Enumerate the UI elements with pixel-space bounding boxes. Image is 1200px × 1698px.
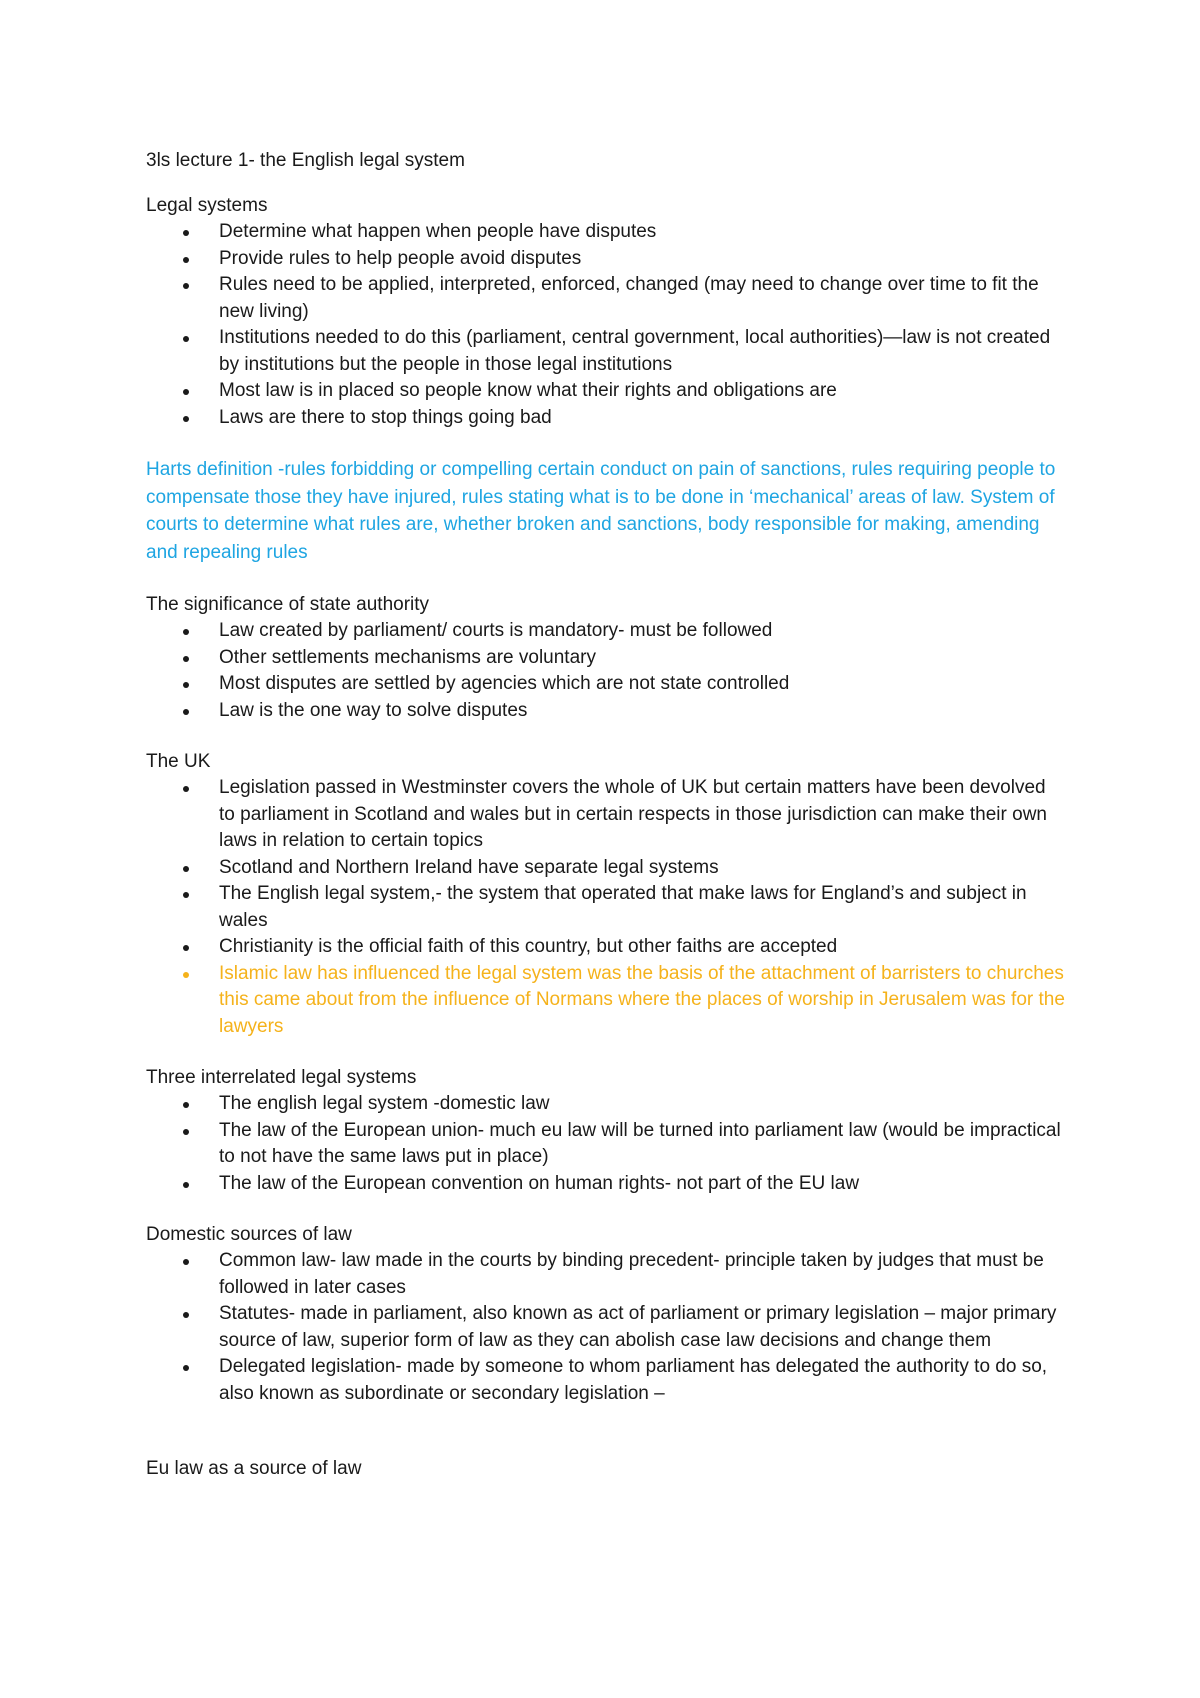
bullet-icon (183, 1312, 189, 1318)
bullet-icon (183, 656, 189, 662)
list-legal-systems (146, 219, 1066, 431)
bullet-icon (183, 283, 189, 289)
list-item (146, 855, 1066, 882)
list-item-text: Most disputes are settled by agencies which are not state controlled (219, 673, 790, 694)
list-interrelated-systems (146, 1091, 1066, 1197)
bullet-icon (183, 389, 189, 395)
bullet-icon (183, 866, 189, 872)
list-item-highlighted (146, 961, 1066, 1041)
list-item (146, 671, 1066, 698)
bullet-icon (183, 972, 189, 978)
list-item (146, 1171, 1066, 1198)
bullet-icon (183, 1365, 189, 1371)
list-item (146, 405, 1066, 432)
document-title: 3ls lecture 1- the English legal system (146, 150, 465, 171)
list-item-text: Islamic law has influenced the legal system was the basis of the attachment of barristers to churches this came about from the influence of Normans where the places of worship in Jerusalem was for the lawyers (219, 962, 1065, 1037)
list-item-text: Delegated legislation- made by someone to whom parliament has delegated the authority to do so, also known as subordinate or secondary legislation – (219, 1356, 1048, 1404)
list-item (146, 219, 1066, 246)
bullet-icon (183, 682, 189, 688)
list-item-text: Common law- law made in the courts by binding precedent- principle taken by judges that must be followed in later cases (219, 1250, 1044, 1298)
section-the-uk (146, 749, 1066, 1040)
list-item (146, 246, 1066, 273)
list-item-text: Legislation passed in Westminster covers the whole of UK but certain matters have been devolved to parliament in Scotland and wales but in certain respects in those jurisdiction can make their own laws in relation to certain topics (219, 777, 1047, 851)
list-item-text: Rules need to be applied, interpreted, enforced, changed (may need to change over time to fit the new living) (219, 274, 1039, 322)
list-item-text: Law created by parliament/ courts is mandatory- must be followed (219, 620, 773, 641)
harts-definition-paragraph: Harts definition -rules forbidding or compelling certain conduct on pain of sanctions, rules requiring people to compensate those they have injured, rules stating what is to be done in ‘mechanical’ areas of law. System of courts to determine what rules are, whether broken and sanctions, body responsible for making, amending and repealing rules (146, 459, 1056, 563)
heading-legal-systems: Legal systems (146, 195, 268, 216)
list-item (146, 1091, 1066, 1118)
bullet-icon (183, 786, 189, 792)
list-item-text: The law of the European union- much eu law will be turned into parliament law (would be impractical to not have the same laws put in place) (219, 1119, 1061, 1167)
list-item-text: Institutions needed to do this (parliament, central government, local authorities)—law is not created by institutions but the people in those legal institutions (219, 327, 1051, 375)
heading-state-authority: The significance of state authority (146, 594, 430, 615)
list-item (146, 881, 1066, 934)
heading-the-uk: The UK (146, 751, 211, 772)
bullet-icon (183, 257, 189, 263)
bullet-icon (183, 892, 189, 898)
document-page (146, 148, 1066, 1482)
list-item (146, 775, 1066, 855)
list-item-text: The law of the European convention on human rights- not part of the EU law (219, 1172, 860, 1194)
bullet-icon (183, 230, 189, 236)
list-item (146, 1248, 1066, 1301)
bullet-icon (183, 1182, 189, 1188)
list-item-text: Scotland and Northern Ireland have separate legal systems (219, 856, 719, 878)
list-item-text: Christianity is the official faith of this country, but other faiths are accepted (219, 936, 838, 957)
list-item-text: The English legal system,- the system that operated that make laws for England’s and subject in wales (219, 883, 1027, 931)
list-state-authority (146, 618, 1066, 724)
list-item (146, 698, 1066, 725)
list-item-text: Other settlements mechanisms are voluntary (219, 646, 596, 668)
bullet-icon (183, 629, 189, 635)
list-item-text: Laws are there to stop things going bad (219, 406, 552, 428)
list-item (146, 325, 1066, 378)
heading-interrelated-systems: Three interrelated legal systems (146, 1067, 417, 1088)
list-item (146, 1354, 1066, 1407)
list-item-text: Determine what happen when people have disputes (219, 221, 657, 242)
list-item-text: The english legal system -domestic law (219, 1093, 550, 1114)
bullet-icon (183, 416, 189, 422)
section-interrelated-systems (146, 1065, 1066, 1197)
bullet-icon (183, 336, 189, 342)
list-item (146, 645, 1066, 672)
section-domestic-sources (146, 1222, 1066, 1407)
list-item (146, 378, 1066, 405)
list-item-text: Provide rules to help people avoid disputes (219, 247, 582, 269)
list-item (146, 934, 1066, 961)
section-legal-systems (146, 193, 1066, 431)
list-the-uk (146, 775, 1066, 1040)
heading-eu-law: Eu law as a source of law (146, 1458, 362, 1479)
list-domestic-sources (146, 1248, 1066, 1407)
bullet-icon (183, 1102, 189, 1108)
bullet-icon (183, 709, 189, 715)
bullet-icon (183, 1259, 189, 1265)
list-item-text: Statutes- made in parliament, also known as act of parliament or primary legislation – major primary source of law, superior form of law as they can abolish case law decisions and change them (219, 1303, 1057, 1351)
section-state-authority (146, 592, 1066, 724)
list-item (146, 1118, 1066, 1171)
bullet-icon (183, 1129, 189, 1135)
heading-domestic-sources: Domestic sources of law (146, 1224, 352, 1245)
list-item-text: Most law is in placed so people know what their rights and obligations are (219, 380, 837, 401)
list-item-text: Law is the one way to solve disputes (219, 699, 528, 721)
list-item (146, 618, 1066, 645)
list-item (146, 272, 1066, 325)
bullet-icon (183, 945, 189, 951)
list-item (146, 1301, 1066, 1354)
